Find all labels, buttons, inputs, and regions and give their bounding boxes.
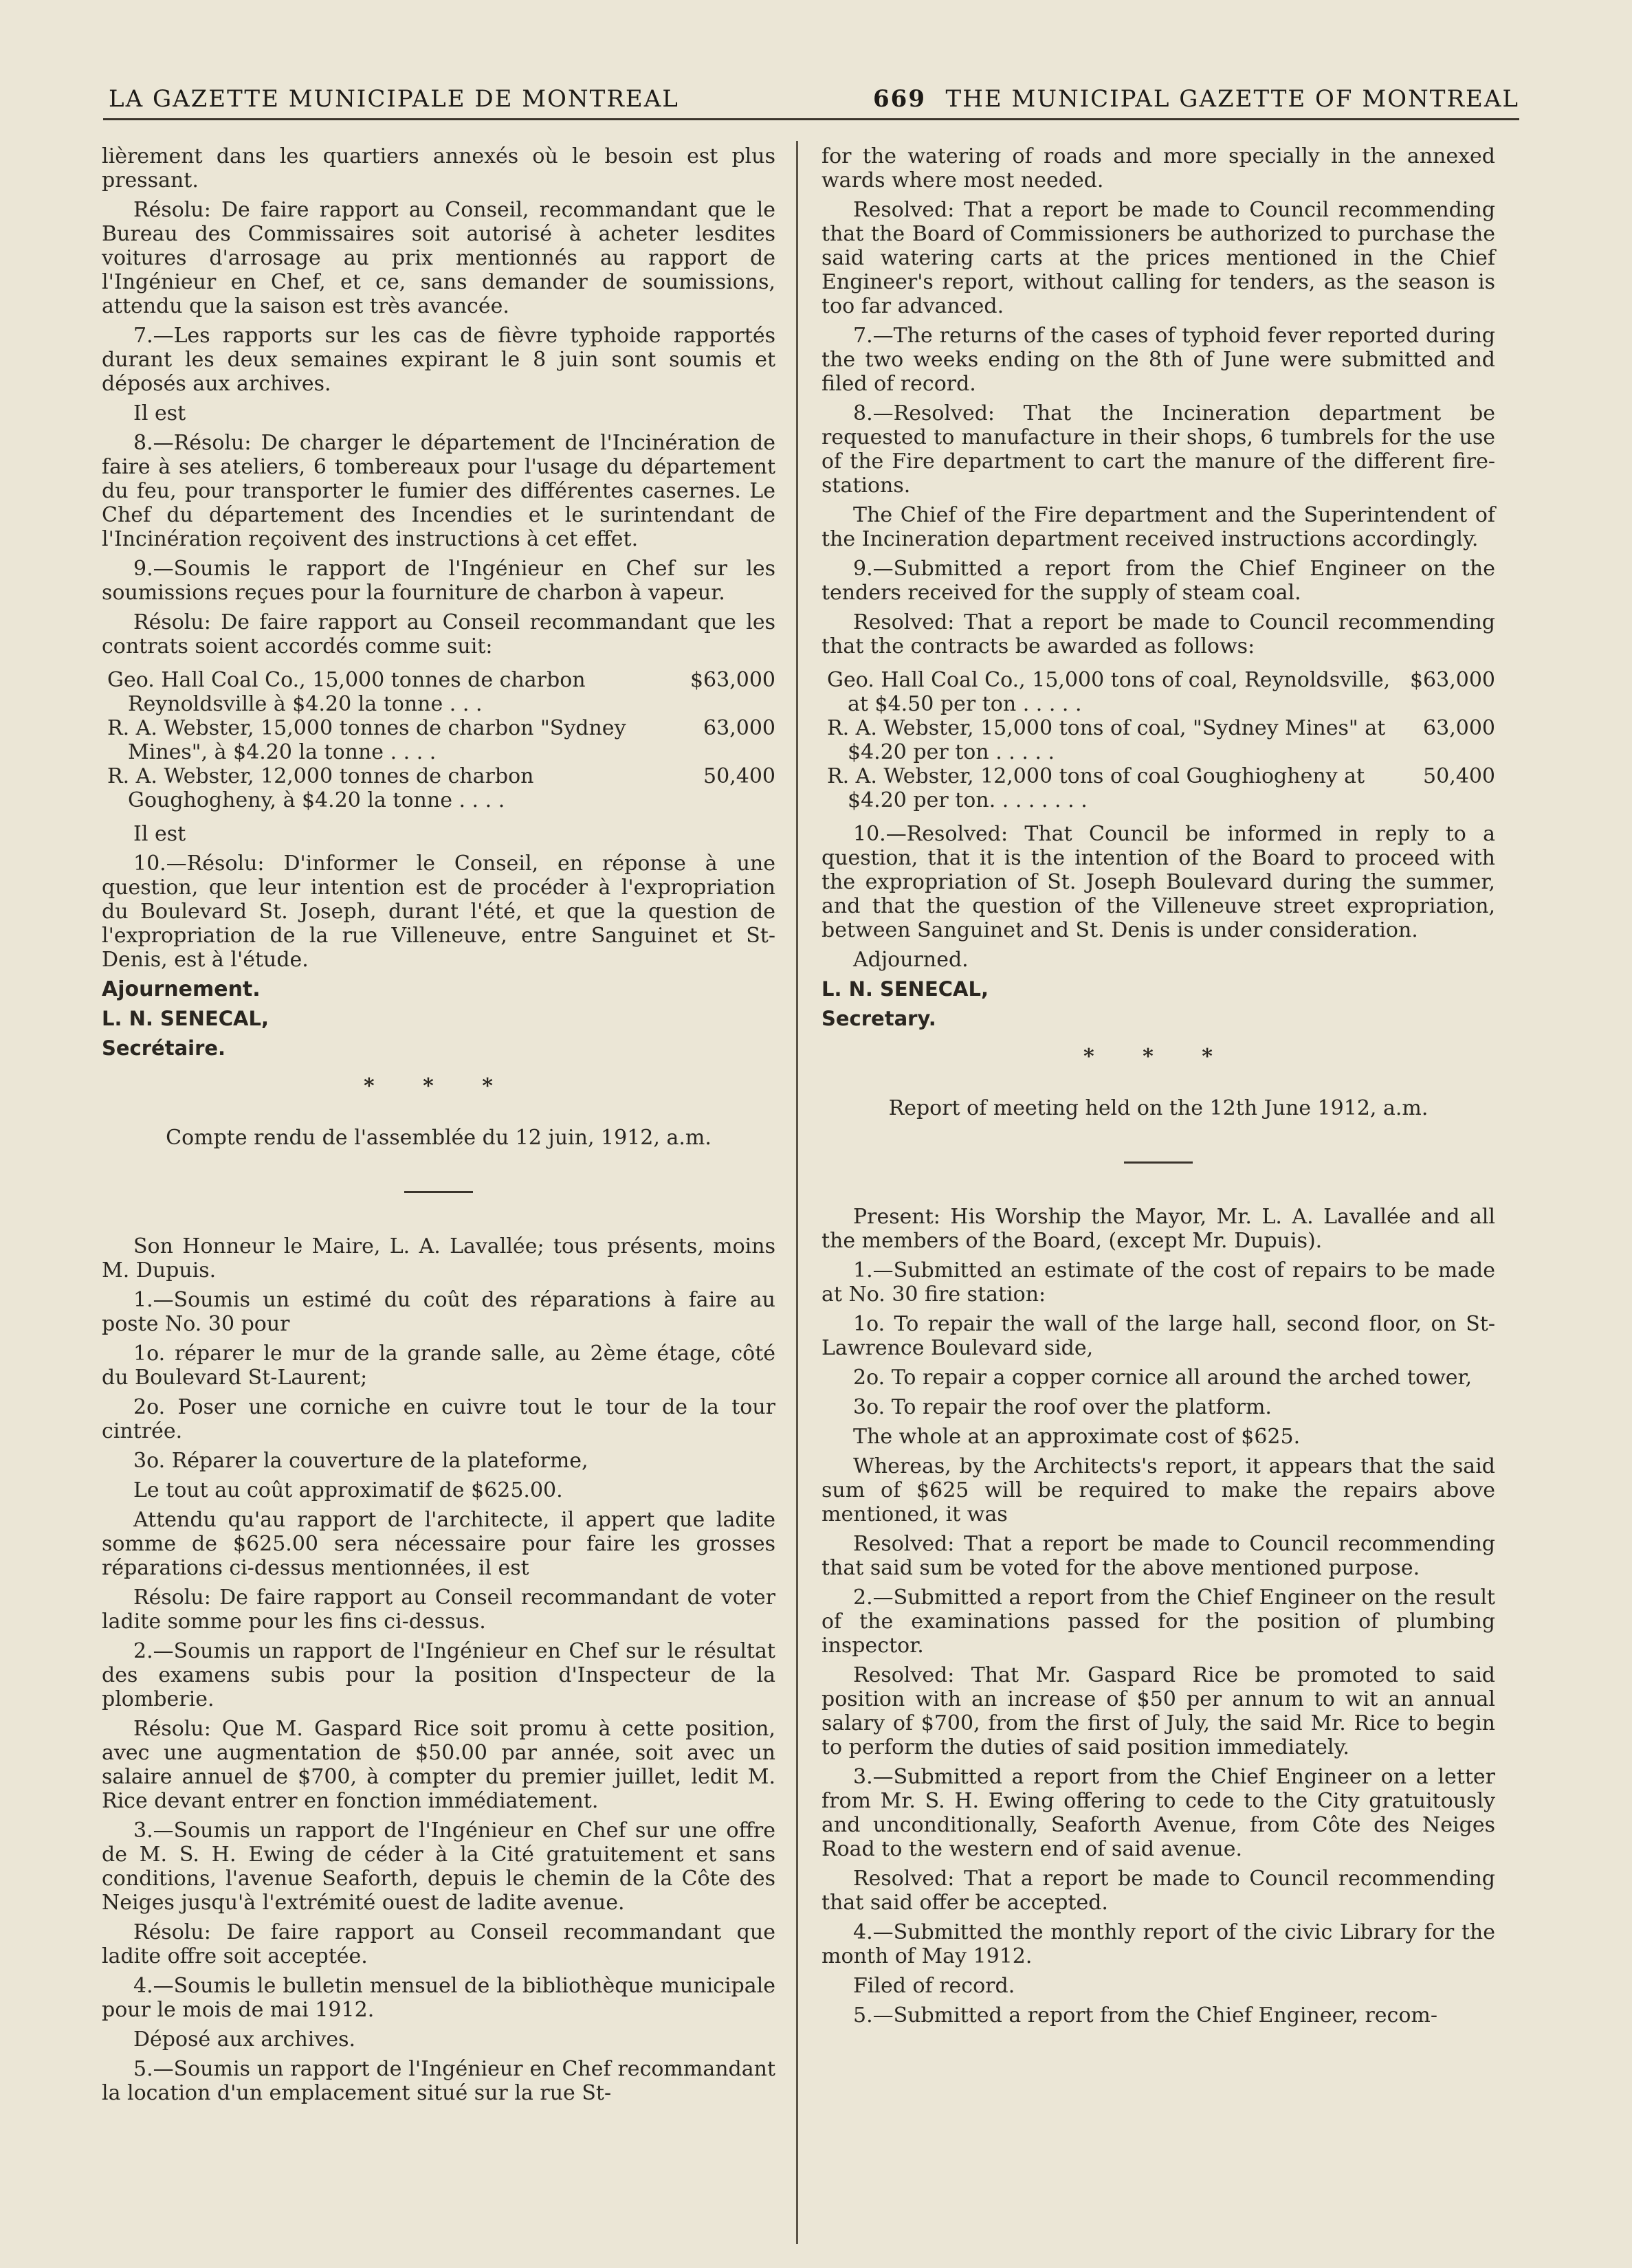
fr-paragraph: Résolu: De faire rapport au Conseil recommandant de voter ladite somme pour les fins ci-dessus.: [102, 1586, 775, 1634]
table-row: [102, 668, 775, 716]
en-signature-name: L. N. SENECAL,: [821, 977, 989, 1001]
fr-paragraph: 3o. Réparer la couverture de la plateforme,: [133, 1449, 588, 1473]
table-row: [102, 764, 775, 812]
en-paragraph: 2.—Submitted a report from the Chief Engineer on the result of the examinations passed for the position of plumbing inspector.: [821, 1586, 1495, 1658]
en-paragraph: for the watering of roads and more specially in the annexed wards where most needed.: [821, 144, 1495, 192]
fr-signature-title: Secrétaire.: [102, 1036, 226, 1060]
contract-text: R. A. Webster, 15,000 tonnes de charbon "Sydney Mines", à $4.20 la tonne . . . .: [107, 716, 626, 764]
en-paragraph: 3o. To repair the roof over the platform.: [853, 1395, 1272, 1419]
fr-paragraph: 5.—Soumis un rapport de l'Ingénieur en Chef recommandant la location d'un emplacement situé sur la rue St-: [102, 2057, 775, 2105]
en-paragraph: Filed of record.: [853, 1974, 1015, 1998]
fr-paragraph: Résolu: De faire rapport au Conseil recommandant que ladite offre soit acceptée.: [102, 1920, 775, 1968]
en-paragraph: Resolved: That Mr. Gaspard Rice be promoted to said position with an increase of $50 per annum to wit an annual salary of $700, from the first of July, the said Mr. Rice to begin to perform the duties of said position immediately.: [821, 1663, 1495, 1759]
en-paragraph: 5.—Submitted a report from the Chief Engineer, recom-: [853, 2003, 1437, 2027]
en-paragraph: 4.—Submitted the monthly report of the civic Library for the month of May 1912.: [821, 1920, 1495, 1968]
fr-paragraph: 8.—Résolu: De charger le département de l'Incinération de faire à ses ateliers, 6 tombereaux pour l'usage du département du feu, pour transporter le fumier des différentes casernes. Le Chef du département des Incendies et le surintendant de l'Incinération reçoivent des instructions à cet effet.: [102, 431, 775, 551]
fr-paragraph: Résolu: De faire rapport au Conseil recommandant que les contrats soient accordés comme suit:: [102, 610, 775, 658]
fr-section-rule: [404, 1191, 473, 1193]
table-row: [102, 716, 775, 764]
contract-amount: $63,000: [690, 668, 775, 692]
contract-amount: 63,000: [1423, 716, 1495, 740]
column-divider: [796, 141, 798, 2244]
running-header: [103, 81, 1519, 122]
en-paragraph: 8.—Resolved: That the Incineration department be requested to manufacture in their shops, 6 tumbrels for the use of the Fire department to cart the manure of the different fire-stations.: [821, 401, 1495, 498]
fr-paragraph: Résolu: De faire rapport au Conseil, recommandant que le Bureau des Commissaires soit autorisé à acheter lesdites voitures d'arrosage au prix mentionnés au rapport de l'Ingénieur en Chef, et ce, sans demander de soumissions, attendu que la saison est très avancée.: [102, 198, 775, 318]
contract-text: R. A. Webster, 12,000 tons of coal Goughiogheny at $4.20 per ton. . . . . . . .: [827, 764, 1365, 812]
en-meeting-heading: Report of meeting held on the 12th June 1912, a.m.: [888, 1096, 1429, 1120]
fr-signature-name: L. N. SENECAL,: [102, 1007, 269, 1030]
contract-text: R. A. Webster, 12,000 tonnes de charbon Goughogheny, à $4.20 la tonne . . . .: [107, 764, 534, 812]
en-contracts-table: [821, 668, 1495, 812]
en-paragraph: 10.—Resolved: That Council be informed in reply to a question, that it is the intention of the Board to proceed with the expropriation of St. Joseph Boulevard during the summer, and that the question of the Villeneuve street expropriation, between Sanguinet and St. Denis is under consideration.: [821, 822, 1495, 942]
en-section-rule: [1124, 1161, 1193, 1164]
en-section-stars: * * *: [1083, 1045, 1233, 1069]
en-paragraph: 3.—Submitted a report from the Chief Engineer on a letter from Mr. S. H. Ewing offering to cede to the City gratuitously and unconditionally, Seaforth Avenue, from Côte des Neiges Road to the western end of said avenue.: [821, 1765, 1495, 1861]
fr-paragraph: Il est: [133, 822, 186, 846]
contract-amount: $63,000: [1409, 668, 1495, 692]
en-paragraph: Resolved: That a report be made to Council recommending that said sum be voted for the above mentioned purpose.: [821, 1532, 1495, 1580]
en-paragraph: 1o. To repair the wall of the large hall, second floor, on St-Lawrence Boulevard side,: [821, 1312, 1495, 1360]
header-rule: [103, 118, 1519, 120]
en-paragraph: The whole at an approximate cost of $625.: [853, 1425, 1301, 1449]
contract-amount: 50,400: [703, 764, 775, 788]
contract-amount: 50,400: [1423, 764, 1495, 788]
english-column: [821, 144, 1495, 2033]
fr-contracts-table: [102, 668, 775, 812]
fr-adjournment: Ajournement.: [102, 977, 261, 1001]
en-paragraph: Present: His Worship the Mayor, Mr. L. A. Lavallée and all the members of the Board, (except Mr. Dupuis).: [821, 1205, 1495, 1253]
fr-paragraph: 9.—Soumis le rapport de l'Ingénieur en Chef sur les soumissions reçues pour la fourniture de charbon à vapeur.: [102, 557, 775, 605]
fr-paragraph: 1.—Soumis un estimé du coût des réparations à faire au poste No. 30 pour: [102, 1288, 775, 1336]
fr-paragraph: 7.—Les rapports sur les cas de fièvre typhoide rapportés durant les deux semaines expirant le 8 juin sont soumis et déposés aux archives.: [102, 324, 775, 396]
contract-amount: 63,000: [703, 716, 775, 740]
french-column: [102, 144, 775, 2111]
en-paragraph: Resolved: That a report be made to Council recommending that the contracts be awarded as follows:: [821, 610, 1495, 658]
fr-paragraph: Résolu: Que M. Gaspard Rice soit promu à cette position, avec une augmentation de $50.00 par année, soit avec un salaire annuel de $700, à compter du premier juillet, ledit M. Rice devant entrer en fonction immédiatement.: [102, 1717, 775, 1813]
en-paragraph: Resolved: That a report be made to Council recommending that the Board of Commissioners be authorized to purchase the said watering carts at the prices mentioned in the Chief Engineer's report, without calling for tenders, as the season is too far advanced.: [821, 198, 1495, 318]
contract-text: R. A. Webster, 15,000 tons of coal, "Sydney Mines" at $4.20 per ton . . . . .: [827, 716, 1386, 764]
fr-paragraph: Le tout au coût approximatif de $625.00.: [133, 1478, 563, 1502]
fr-paragraph: Son Honneur le Maire, L. A. Lavallée; tous présents, moins M. Dupuis.: [102, 1234, 775, 1282]
en-paragraph: The Chief of the Fire department and the Superintendent of the Incineration department received instructions accordingly.: [821, 503, 1495, 551]
en-paragraph: 9.—Submitted a report from the Chief Engineer on the tenders received for the supply of steam coal.: [821, 557, 1495, 605]
table-row: [821, 668, 1495, 716]
fr-paragraph: 10.—Résolu: D'informer le Conseil, en réponse à une question, que leur intention est de procéder à l'expropriation du Boulevard St. Joseph, durant l'été, et que la question de l'expropriation de la rue Villeneuve, entre Sanguinet et St-Denis, est à l'étude.: [102, 852, 775, 972]
fr-paragraph: Il est: [133, 401, 186, 425]
fr-paragraph: 2.—Soumis un rapport de l'Ingénieur en Chef sur le résultat des examens subis pour la position d'Inspecteur de la plomberie.: [102, 1639, 775, 1711]
fr-section-stars: * * *: [364, 1074, 514, 1098]
fr-paragraph: 4.—Soumis le bulletin mensuel de la bibliothèque municipale pour le mois de mai 1912.: [102, 1974, 775, 2022]
fr-meeting-heading: Compte rendu de l'assemblée du 12 juin, 1912, a.m.: [166, 1126, 712, 1150]
page-number: 669: [873, 85, 926, 113]
fr-paragraph: 3.—Soumis un rapport de l'Ingénieur en Chef sur une offre de M. S. H. Ewing de céder à la Cité gratuitement et sans conditions, l'avenue Seaforth, depuis le chemin de la Côte des Neiges jusqu'à l'extrémité ouest de ladite avenue.: [102, 1819, 775, 1915]
en-signature-title: Secretary.: [821, 1007, 936, 1030]
header-title-english: THE MUNICIPAL GAZETTE OF MONTREAL: [945, 85, 1519, 113]
en-paragraph: Whereas, by the Architects's report, it appears that the said sum of $625 will be required to make the repairs above mentioned, it was: [821, 1454, 1495, 1526]
table-row: [821, 764, 1495, 812]
en-paragraph: 2o. To repair a copper cornice all around the arched tower,: [853, 1366, 1473, 1390]
fr-paragraph: lièrement dans les quartiers annexés où le besoin est plus pressant.: [102, 144, 775, 192]
en-paragraph: 1.—Submitted an estimate of the cost of repairs to be made at No. 30 fire station:: [821, 1258, 1495, 1307]
en-paragraph: Resolved: That a report be made to Council recommending that said offer be accepted.: [821, 1867, 1495, 1915]
fr-paragraph: 2o. Poser une corniche en cuivre tout le tour de la tour cintrée.: [102, 1395, 775, 1443]
table-row: [821, 716, 1495, 764]
header-title-french: LA GAZETTE MUNICIPALE DE MONTREAL: [109, 85, 679, 113]
fr-paragraph: Déposé aux archives.: [133, 2027, 355, 2052]
contract-text: Geo. Hall Coal Co., 15,000 tons of coal, Reynoldsville, at $4.50 per ton . . . . .: [827, 668, 1391, 716]
fr-paragraph: 1o. réparer le mur de la grande salle, au 2ème étage, côté du Boulevard St-Laurent;: [102, 1342, 775, 1390]
en-paragraph: 7.—The returns of the cases of typhoid fever reported during the two weeks ending on the 8th of June were submitted and filed of record.: [821, 324, 1495, 396]
en-adjournment: Adjourned.: [853, 948, 969, 972]
fr-paragraph: Attendu qu'au rapport de l'architecte, il appert que ladite somme de $625.00 sera nécessaire pour faire les grosses réparations ci-dessus mentionnées, il est: [102, 1508, 775, 1580]
contract-text: Geo. Hall Coal Co., 15,000 tonnes de charbon Reynoldsville à $4.20 la tonne . . .: [107, 668, 586, 716]
